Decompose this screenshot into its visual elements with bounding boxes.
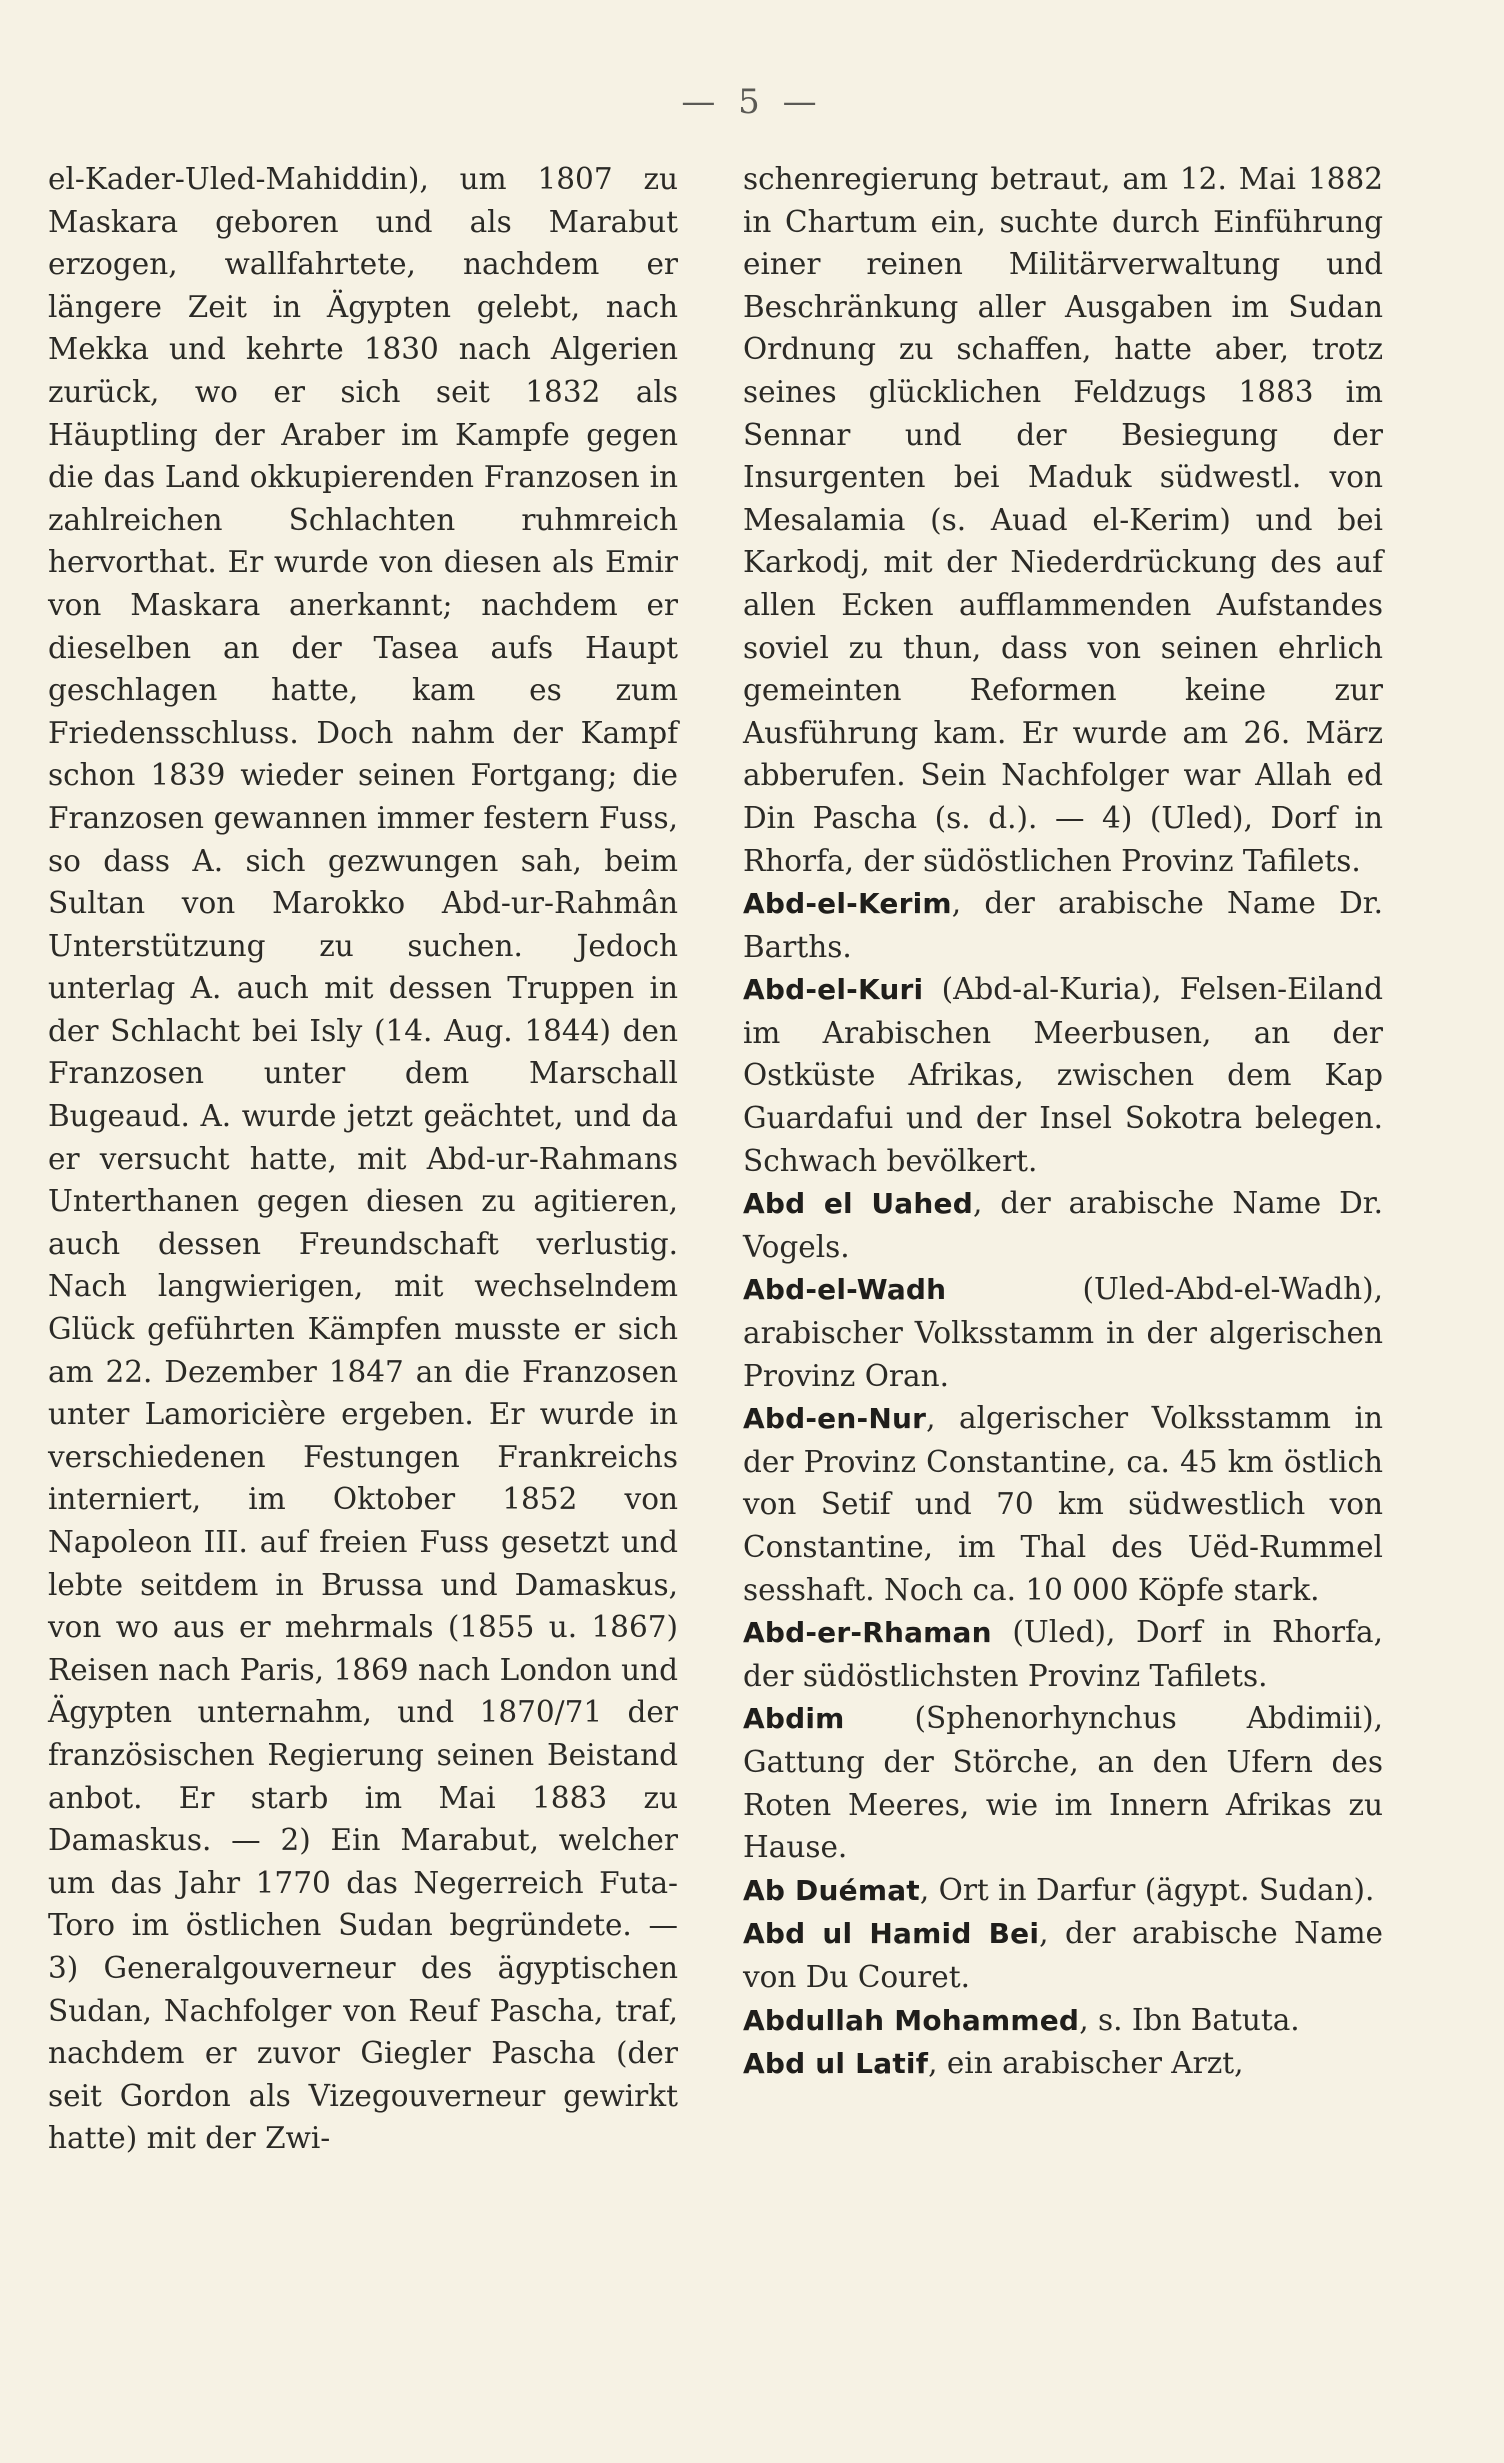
entry-text: (Uled-Abd-el-Wadh), arabischer Volksstamm in der algerischen Provinz Oran.: [743, 1272, 1383, 1393]
entry: [743, 882, 1383, 968]
entry: [743, 1182, 1383, 1268]
entry: [743, 1912, 1383, 1998]
entry-headword: Abd-el-Kuri: [743, 973, 924, 1007]
article-continuation: schenregierung betraut, am 12. Mai 1882 in Chartum ein, suchte durch Einführung einer reinen Militärverwaltung und Beschränkung aller Ausgaben im Sudan Ordnung zu schaffen, hatte aber, trotz seines glücklichen Feldzugs 1883 im Sennar und der Besiegung der Insurgenten bei Maduk südwestl. von Mesalamia (s. Auad el-Kerim) und bei Karkodj, mit der Niederdrückung des auf allen Ecken aufflammenden Aufstandes soviel zu thun, dass von seinen ehrlich gemeinten Reformen keine zur Ausführung kam. Er wurde am 26. März abberufen. Sein Nachfolger war Allah ed Din Pascha (s. d.). — 4) (Uled), Dorf in Rhorfa, der südöstlichen Provinz Tafilets.: [743, 162, 1383, 878]
entry: [743, 968, 1383, 1182]
entry-text: (Sphenorhynchus Abdimii), Gattung der Störche, an den Ufern des Roten Meeres, wie im Innern Afrikas zu Hause.: [743, 1701, 1383, 1865]
entry-headword: Abd ul Hamid Bei: [743, 1917, 1040, 1951]
entry-headword: Abd-el-Kerim: [743, 887, 952, 921]
entry-text: (Uled), Dorf in Rhorfa, der südöstlichsten Provinz Tafilets.: [743, 1615, 1383, 1693]
entry-headword: Abdim: [743, 1702, 845, 1736]
entry-text: , Ort in Darfur (ägypt. Sudan).: [919, 1872, 1375, 1907]
entry-headword: Abd-er-Rhaman: [743, 1616, 992, 1650]
entry-text: , algerischer Volksstamm in der Provinz Constantine, ca. 45 km östlich von Setif und 70 km südwestlich von Constantine, im Thal des Uëd-Rummel sesshaft. Noch ca. 10 000 Köpfe stark.: [743, 1401, 1383, 1607]
entry: [743, 1611, 1383, 1697]
entry-headword: Abdullah Mohammed: [743, 2003, 1080, 2037]
entry-headword: Ab Duémat: [743, 1873, 920, 1907]
entry-headword: Abd ul Latif: [743, 2047, 929, 2081]
article-text: el-Kader-Uled-Mahiddin), um 1807 zu Maskara geboren und als Marabut erzogen, wallfahrtete, nachdem er längere Zeit in Ägypten gelebt, nach Mekka und kehrte 1830 nach Algerien zurück, wo er sich seit 1832 als Häuptling der Araber im Kampfe gegen die das Land okkupierenden Franzosen in zahlreichen Schlachten ruhmreich hervorthat. Er wurde von diesen als Emir von Maskara anerkannt; nachdem er dieselben an der Tasea aufs Haupt geschlagen hatte, kam es zum Friedensschluss. Doch nahm der Kampf schon 1839 wieder seinen Fortgang; die Franzosen gewannen immer festern Fuss, so dass A. sich gezwungen sah, beim Sultan von Marokko Abd-ur-Rahmân Unterstützung zu suchen. Jedoch unterlag A. auch mit dessen Truppen in der Schlacht bei Isly (14. Aug. 1844) den Franzosen unter dem Marschall Bugeaud. A. wurde jetzt geächtet, und da er versucht hatte, mit Abd-ur-Rahmans Unterthanen gegen diesen zu agitieren, auch dessen Freundschaft verlustig. Nach langwierigen, mit wechselndem Glück geführten Kämpfen musste er sich am 22. Dezember 1847 an die Franzosen unter Lamoricière ergeben. Er wurde in verschiedenen Festungen Frankreichs interniert, im Oktober 1852 von Napoleon III. auf freien Fuss gesetzt und lebte seitdem in Brussa und Damaskus, von wo aus er mehrmals (1855 u. 1867) Reisen nach Paris, 1869 nach London und Ägypten unternahm, und 1870/71 der französischen Regierung seinen Beistand anbot. Er starb im Mai 1883 zu Damaskus. — 2) Ein Marabut, welcher um das Jahr 1770 das Negerreich Futa-Toro im östlichen Sudan begründete. — 3) Generalgouverneur des ägyptischen Sudan, Nachfolger von Reuf Pascha, traf, nachdem er zuvor Giegler Pascha (der seit Gordon als Vizegouverneur gewirkt hatte) mit der Zwi-: [48, 162, 678, 2156]
entry: [743, 1869, 1383, 1913]
entry-text: , der arabische Name von Du Couret.: [743, 1916, 1383, 1994]
entry-text: , s. Ibn Batuta.: [1079, 2002, 1300, 2037]
entry-text: , ein arabischer Arzt,: [928, 2046, 1244, 2081]
entry: [743, 2042, 1383, 2086]
right-column: [743, 158, 1383, 2086]
entry: [743, 1397, 1383, 1611]
page-number: — 5 —: [681, 82, 823, 122]
entry-text: (Abd-al-Kuria), Felsen-Eiland im Arabischen Meerbusen, an der Ostküste Afrikas, zwischen dem Kap Guardafui und der Insel Sokotra belegen. Schwach bevölkert.: [743, 972, 1383, 1178]
entry-text: , der arabische Name Dr. Vogels.: [743, 1186, 1383, 1264]
entry: [743, 1999, 1383, 2043]
left-column: [48, 158, 678, 2160]
entry-headword: Abd el Uahed: [743, 1187, 973, 1221]
entry-headword: Abd-en-Nur: [743, 1402, 927, 1436]
entry-text: , der arabische Name Dr. Barths.: [743, 886, 1383, 964]
entry-headword: Abd-el-Wadh: [743, 1273, 947, 1307]
entry: [743, 1268, 1383, 1397]
entry: [743, 1697, 1383, 1868]
